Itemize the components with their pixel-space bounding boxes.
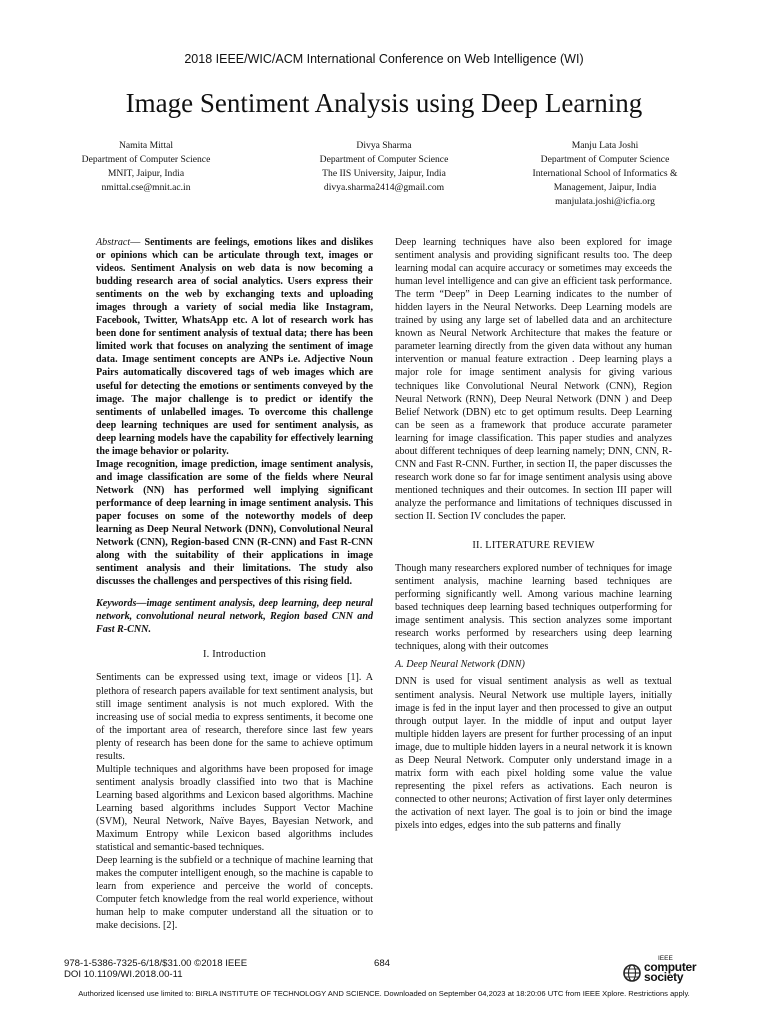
author-name: Namita Mittal — [118, 140, 174, 151]
logo-ieee-text: IEEE — [658, 955, 673, 962]
left-column — [96, 236, 373, 932]
author-2 — [274, 139, 494, 195]
right-column — [395, 236, 672, 832]
right-paragraph-1: Deep learning techniques have also been explored for image sentiment analysis and providing significant results too. The deep learning modal can acquire accuracy or sometimes may exceeds the human level intelligence and can give an efficient task performance. The term “Deep” in Deep Learning indicates to the number of hidden layers in the Neural Networks. Deep Learning models are trained by using any large set of labelled data and an architecture known as Neural Network Architecture that makes the feature or parameter learning directly from the given data without any human intervention or manual feature extraction . Deep learning plays a major role for image sentiment analysis for giving various techniques like Convolutional Neural Network (CNN), Region Neural Network (RNN), Deep Neural Network (DNN ) and Deep Belief Network (DBN) etc to get optimum results. Deep Learning can be seen as a framework that produce accurate parameter learning for image classification. This paper studies and analyzes about different techniques of deep learning namely; DNN, CNN, R-CNN and Fast R-CNN. Further, in section II, the paper discusses the research work done so far for image sentiment analysis using above mentioned techniques and their outcomes. In section III paper will analyze the performance and limitations of techniques discussed in section II. Section IV concludes the paper. — [395, 237, 672, 522]
intro-paragraph-2: Multiple techniques and algorithms have been proposed for image sentiment analysis broadly classified into two that is Machine Learning based algorithms and Lexicon based algorithms. Machine Learning based algorithms includes Support Vector Machine (SVM), Neural Network, Naïve Bayes, Bayesian Network, and Maximum Entropy while Lexicon based algorithms includes statistical and semantic-based techniques. — [96, 763, 373, 854]
author-name: Manju Lata Joshi — [571, 140, 639, 151]
license-notice: Authorized licensed use limited to: BIRLA INSTITUTE OF TECHNOLOGY AND SCIENCE. Downloaded on September 04,2023 at 18:20:06 UTC from IEEE Xplore. Restrictions apply. — [78, 989, 690, 998]
author-dept: Department of Computer Science — [81, 154, 211, 165]
intro-paragraph-1: Sentiments can be expressed using text, image or videos [1]. A plethora of research papers available for text sentiment analysis, but still image sentiment analysis is not much explored. With the increasing use of social media to express sentiments, it become one of the important area of research, therefore since last few years plenty of research has been done for the same to achieve optimum results. — [96, 672, 373, 762]
abstract — [96, 236, 373, 458]
abstract-text-2: Image recognition, image prediction, image sentiment analysis, and image classification are some of the fields where Neural Network (NN) has performed well implying significant performance of deep learning in image sentiment analysis. This paper focuses on some of the noteworthy models of deep learning as Deep Neural Network (DNN), Convolutional Neural Network (CNN), Region-based CNN (R-CNN) and Fast R-CNN along with the suitability of their applications in image sentiment analysis and their limitations. The study also discusses the challenges and perspectives of this rising field. — [96, 458, 373, 588]
conference-header: 2018 IEEE/WIC/ACM International Conference on Web Intelligence (WI) — [184, 52, 584, 66]
author-email: divya.sharma2414@gmail.com — [323, 182, 445, 193]
page-number: 684 — [374, 958, 391, 969]
paper-title: Image Sentiment Analysis using Deep Learning — [125, 88, 643, 118]
abstract-dash: — — [130, 237, 145, 248]
author-dept: Department of Computer Science — [540, 154, 670, 165]
author-3 — [510, 139, 700, 209]
logo-text — [644, 962, 696, 982]
computer-society-logo — [622, 955, 702, 989]
abstract-text-1: Sentiments are feelings, emotions likes and dislikes or opinions which can be articulate through text, images or videos. Sentiment Analysis on web data is now becoming a budding research area of social analytics. Users express their sentiments on the web by exchanging texts and uploading images through a variety of social media like Instagram, Facebook, Twitter, WhatsApp etc. A lot of research work has been done for sentiment analysis of textual data; there has been limited work that focuses on analyzing the sentiment of image data. Image sentiment concepts are ANPs i.e. Adjective Noun Pairs automatically discovered tags of web images which are useful for detecting the emotions or sentiments conveyed by the image. The major challenge is to predict or identify the sentiments of unlabelled images. To overcome this challenge deep learning techniques are used for sentiment analysis, as deep learning models have the capability for effectively learning the image behavior or polarity. — [96, 237, 373, 457]
logo-line-2: society — [644, 970, 684, 984]
footer-left — [64, 958, 247, 980]
footer-isbn: 978-1-5386-7325-6/18/$31.00 ©2018 IEEE — [64, 958, 248, 969]
abstract-label: Abstract — [96, 237, 131, 248]
dnn-paragraph-1: DNN is used for visual sentiment analysis as well as textual sentiment analysis. Neural Network use multiple layers, initially image is fed in the input layer and then processed to give an output through output layer. In the middle of input and output layer multiple hidden layers are present for further processing of an input image, due to multiple hidden layers in a neural network it is known as Deep Neural Network. Computer only understand image in a matrix form with each pixel holding some value the value representing the pixel refers as activations. Each neuron is connected to other neurons; Activation of first layer only determines the activation of next layer. The goal is to join or bind the image pixels into edges, edges into the sub patterns and finally — [395, 676, 672, 831]
author-name: Divya Sharma — [356, 140, 412, 151]
literature-paragraph-1: Though many researchers explored number of techniques for image sentiment analysis, machine learning based techniques are performing significantly well. Among various machine learning based techniques deep learning based techniques outperforming for image sentiment analysis. This section analyzes some important research works performed by researchers using deep learning techniques, along with their outcomes — [395, 563, 672, 653]
author-email: nmittal.cse@mnit.ac.in — [101, 182, 191, 193]
author-affil: The IIS University, Jaipur, India — [322, 168, 446, 179]
author-dept: Department of Computer Science — [319, 154, 449, 165]
intro-paragraph-3: Deep learning is the subfield or a technique of machine learning that makes the computer intelligent enough, so the machine is capable to learn from experience and perceive the world of concepts. Computer fetch knowledge from the real world experience, without human help to make computer understand all the situation or to make decisions. [2]. — [96, 855, 373, 932]
globe-icon — [622, 963, 642, 983]
author-email: manjulata.joshi@icfia.org — [555, 196, 655, 207]
abstract-para-2 — [96, 458, 373, 588]
author-1 — [36, 139, 256, 195]
author-affil: International School of Informatics & Management, Jaipur, India — [532, 168, 678, 193]
author-affil: MNIT, Jaipur, India — [107, 168, 185, 179]
author-block — [60, 139, 708, 209]
section-heading-literature-review: II. LITERATURE REVIEW — [472, 540, 595, 552]
subsection-heading-dnn: A. Deep Neural Network (DNN) — [395, 659, 525, 671]
keywords: Keywords—image sentiment analysis, deep learning, deep neural network, convolutional neural network, Region based CNN and Fast R-CNN. — [96, 598, 373, 636]
footer-doi: DOI 10.1109/WI.2018.00-11 — [64, 969, 183, 980]
logo-line-1: computer — [644, 960, 697, 974]
section-heading-introduction: I. Introduction — [202, 649, 267, 661]
